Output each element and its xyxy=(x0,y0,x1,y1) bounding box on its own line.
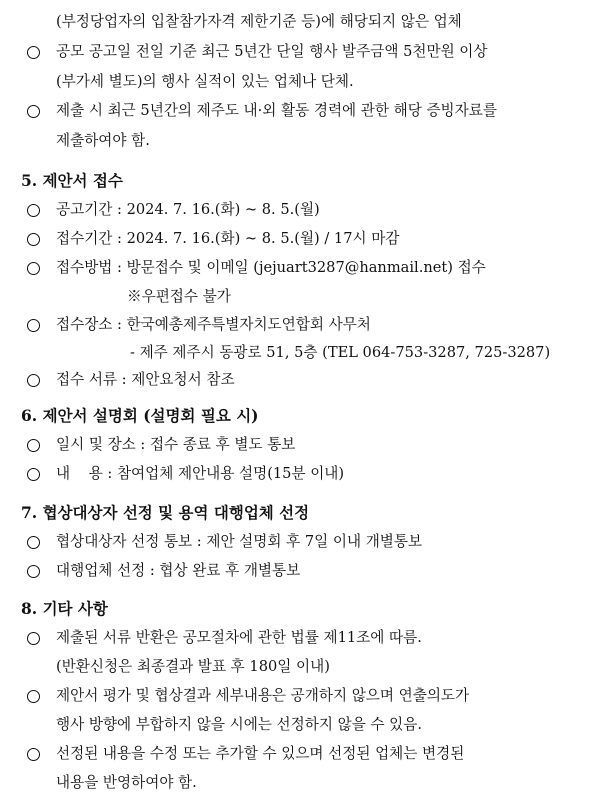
circle-bullet-icon xyxy=(27,536,40,549)
circle-bullet-icon xyxy=(27,439,40,452)
section-5-item-method: 접수방법 : 방문접수 및 이메일 (jejuart3287@hanmail.net) 접수 xyxy=(56,259,486,276)
section-8-item-1-line1: 제출된 서류 반환은 공모절차에 관한 법률 제11조에 따름. xyxy=(56,629,422,646)
intro-item-1-line1: 공모 공고일 전일 기준 최근 5년간 단일 행사 발주금액 5천만원 이상 xyxy=(56,43,488,60)
section-6-item-schedule: 일시 및 장소 : 접수 종료 후 별도 통보 xyxy=(56,436,296,453)
section-8-item-3-line1: 선정된 내용을 수정 또는 추가할 수 있으며 선정된 업체는 변경된 xyxy=(56,745,465,762)
circle-bullet-icon xyxy=(27,565,40,578)
section-8-item-3-line2: 내용을 반영하여야 함. xyxy=(56,774,197,791)
circle-bullet-icon xyxy=(27,690,40,703)
section-5-item-place: 접수장소 : 한국예총제주특별자치도연합회 사무처 xyxy=(56,316,371,333)
intro-item-2-line2: 제출하여야 함. xyxy=(56,132,150,149)
section-8-item-2-line1: 제안서 평가 및 협상결과 세부내용은 공개하지 않으며 연출의도가 xyxy=(56,687,470,704)
circle-bullet-icon xyxy=(27,319,40,332)
section-8-item-2-line2: 행사 방향에 부합하지 않을 시에는 선정하지 않을 수 있음. xyxy=(56,716,422,733)
section-5-address: - 제주 제주시 동광로 51, 5층 (TEL 064-753-3287, 725-3287) xyxy=(130,344,551,361)
circle-bullet-icon xyxy=(27,204,40,217)
circle-bullet-icon xyxy=(27,105,40,118)
section-7-item-notice: 협상대상자 선정 통보 : 제안 설명회 후 7일 이내 개별통보 xyxy=(56,533,423,550)
section-5-item-documents: 접수 서류 : 제안요청서 참조 xyxy=(56,371,235,388)
section-8-item-1-line2: (반환신청은 최종결과 발표 후 180일 이내) xyxy=(56,658,330,675)
section-5-heading: 5. 제안서 접수 xyxy=(21,171,123,190)
section-5-item-receipt-period: 접수기간 : 2024. 7. 16.(화) ~ 8. 5.(월) / 17시 마감 xyxy=(56,230,400,247)
section-8-heading: 8. 기타 사항 xyxy=(21,599,108,618)
section-6-heading: 6. 제안서 설명회 (설명회 필요 시) xyxy=(21,406,259,425)
circle-bullet-icon xyxy=(27,748,40,761)
intro-item-2-line1: 제출 시 최근 5년간의 제주도 내·외 활동 경력에 관한 해당 증빙자료를 xyxy=(56,102,497,119)
circle-bullet-icon xyxy=(27,468,40,481)
circle-bullet-icon xyxy=(27,632,40,645)
circle-bullet-icon xyxy=(27,262,40,275)
section-7-heading: 7. 협상대상자 선정 및 용역 대행업체 선정 xyxy=(21,503,310,522)
section-7-item-agency: 대행업체 선정 : 협상 완료 후 개별통보 xyxy=(56,562,301,579)
intro-continuation-line: (부정당업자의 입찰참가자격 제한기준 등)에 해당되지 않은 업체 xyxy=(56,13,462,30)
intro-item-1-line2: (부가세 별도)의 행사 실적이 있는 업체나 단체. xyxy=(56,73,354,90)
circle-bullet-icon xyxy=(27,46,40,59)
section-6-item-content: 내 용 : 참여업체 제안내용 설명(15분 이내) xyxy=(56,465,345,482)
section-5-mail-note: ※우편접수 불가 xyxy=(127,288,231,305)
section-5-item-period: 공고기간 : 2024. 7. 16.(화) ~ 8. 5.(월) xyxy=(56,201,320,218)
circle-bullet-icon xyxy=(27,374,40,387)
circle-bullet-icon xyxy=(27,233,40,246)
